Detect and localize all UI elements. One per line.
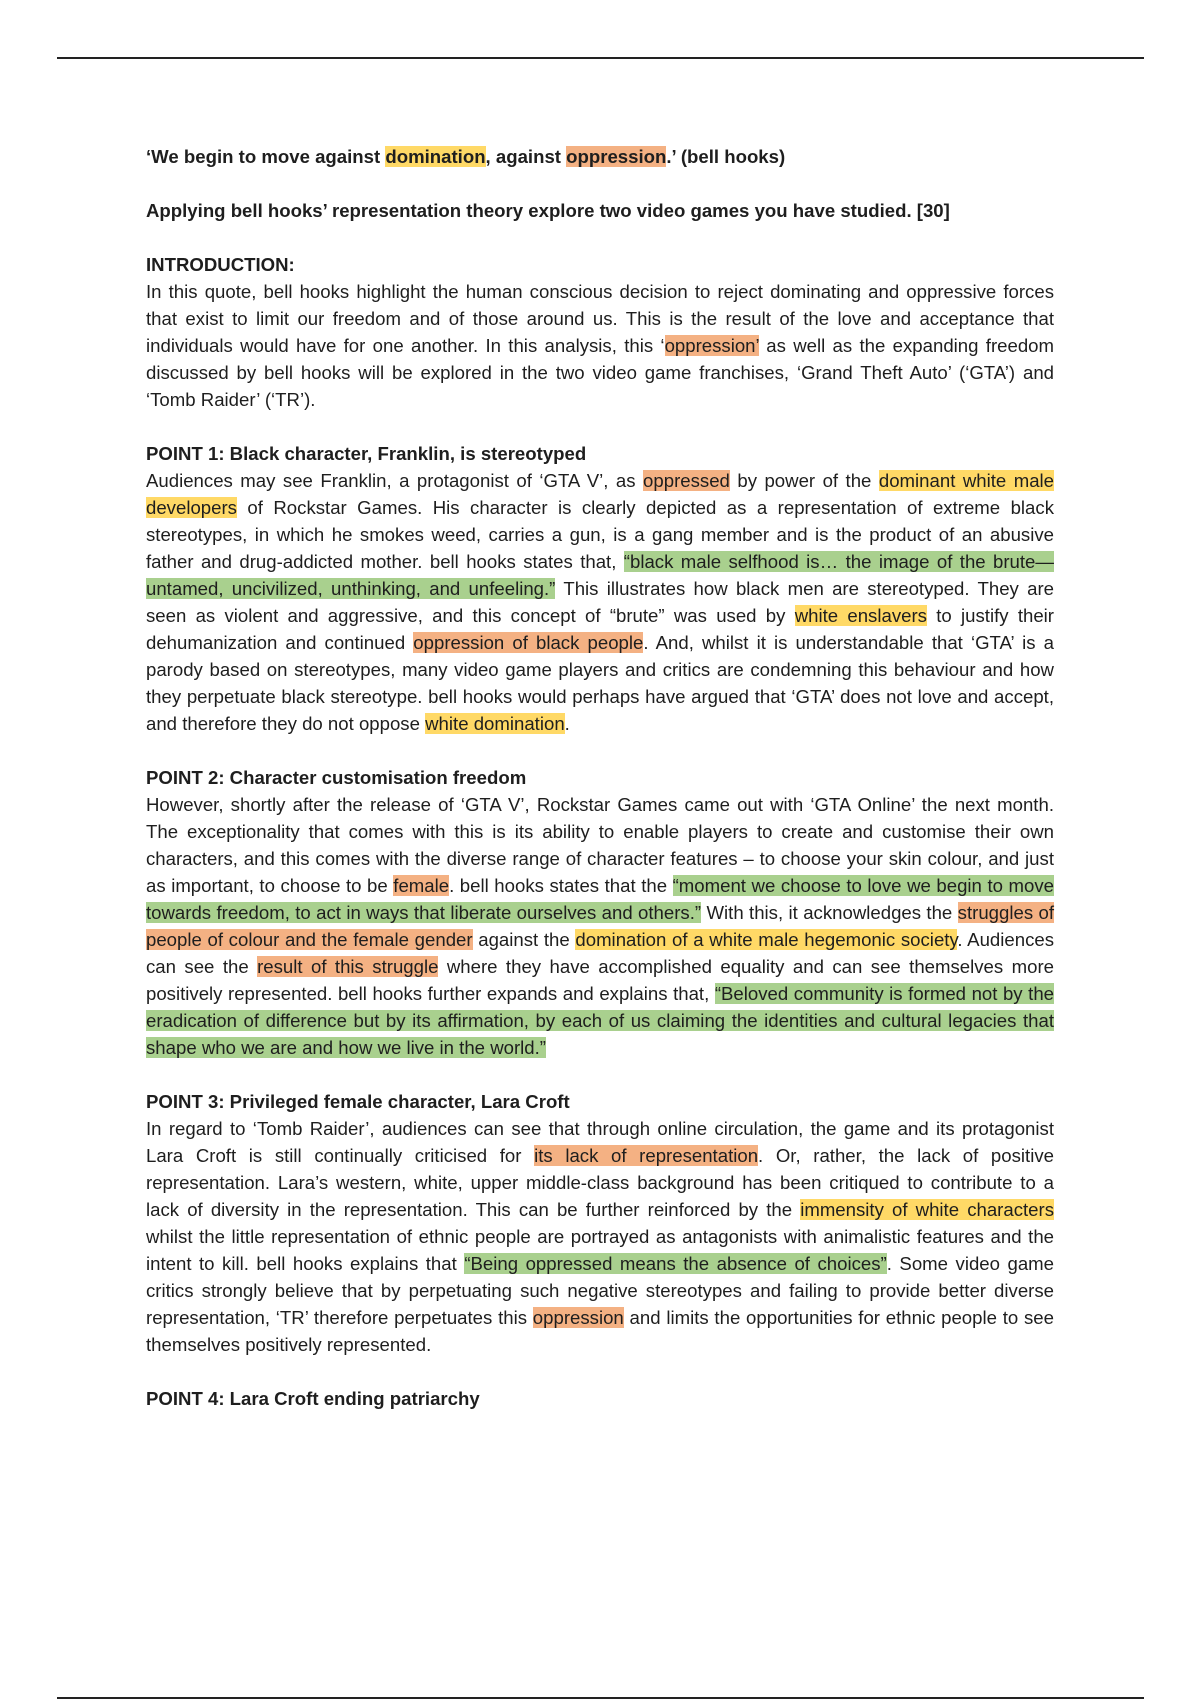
highlight-yellow: dominant white male developers — [146, 470, 1055, 518]
highlight-orange: its lack of representation — [534, 1145, 759, 1166]
body-text: . Audiences can see the — [146, 929, 1055, 977]
point2-heading: POINT 2: Character customisation freedom — [146, 767, 527, 788]
highlight-orange: oppression’ — [664, 335, 759, 356]
point1-heading: POINT 1: Black character, Franklin, is stereotyped — [146, 443, 587, 464]
highlight-orange: result of this struggle — [257, 956, 439, 977]
body-text: to justify their dehumanization and continued — [146, 605, 1054, 653]
body-text: This illustrates how black men are stereotyped. They are seen as violent and aggressive, and this concept of “brute” was used by — [146, 578, 1054, 626]
point4-heading: POINT 4: Lara Croft ending patriarchy — [146, 1388, 480, 1409]
body-text: With this, it acknowledges the — [701, 902, 958, 923]
point3-heading: POINT 3: Privileged female character, Lara Croft — [146, 1091, 570, 1112]
body-text: However, shortly after the release of ‘GTA V’, Rockstar Games came out with ‘GTA Online’ the next month. The exceptionality that comes with this is its ability to enable players to create and customise their own characters, and this comes with the diverse range of character features – to choose your skin colour, and just as important, to choose to be — [146, 794, 1054, 896]
highlight-orange: female — [393, 875, 450, 896]
body-text: by power of the — [729, 470, 879, 491]
highlight-orange: oppression of black people — [413, 632, 644, 653]
body-text: . Or, rather, the lack of positive representation. Lara’s western, white, upper middle-class background has been critiqued to contribute to a lack of diversity in the representation. This can be further reinforced by the — [146, 1145, 1054, 1220]
essay-quote-title — [146, 143, 1054, 170]
point2-paragraph — [146, 791, 1054, 1061]
highlight-yellow: white enslavers — [794, 605, 927, 626]
title-text: ‘We begin to move against — [146, 146, 386, 167]
highlight-yellow: domination of a white male hegemonic society — [575, 929, 958, 950]
highlight-orange: oppression — [566, 146, 667, 167]
highlight-green-quote: “Being oppressed means the absence of choices” — [464, 1253, 887, 1274]
body-text: In regard to ‘Tomb Raider’, audiences can see that through online circulation, the game and its protagonist Lara Croft is still continually criticised for — [146, 1118, 1054, 1166]
document-page — [146, 143, 1054, 1412]
highlight-orange: struggles of people of colour and the female gender — [146, 902, 1055, 950]
body-text: Audiences may see Franklin, a protagonist of ‘GTA V’, as — [146, 470, 644, 491]
highlight-orange: oppression — [532, 1307, 624, 1328]
title-text: .’ (bell hooks) — [666, 146, 786, 167]
body-text: against the — [472, 929, 576, 950]
point3-paragraph — [146, 1115, 1054, 1358]
highlight-yellow: immensity of white characters — [800, 1199, 1054, 1220]
header-rule — [57, 57, 1144, 59]
body-text: and limits the opportunities for ethnic people to see themselves positively represented. — [146, 1307, 1054, 1355]
footer-rule — [57, 1697, 1144, 1699]
highlight-orange: oppressed — [643, 470, 730, 491]
highlight-green-quote: “moment we choose to love we begin to move towards freedom, to act in ways that liberate ourselves and others.” — [146, 875, 1054, 923]
body-text: where they have accomplished equality and can see themselves more positively represented. bell hooks further expands and explains that, — [146, 956, 1054, 1004]
body-text: . And, whilst it is understandable that ‘GTA’ is a parody based on stereotypes, many video game players and critics are condemning this behaviour and how they perpetuate black stereotype. bell hooks would perhaps have argued that ‘GTA’ does not love and accept, and therefore they do not oppose — [146, 632, 1054, 734]
title-text: , against — [485, 146, 567, 167]
highlight-yellow: domination — [385, 146, 486, 167]
intro-heading: INTRODUCTION: — [146, 254, 295, 275]
body-text: of Rockstar Games. His character is clearly depicted as a representation of extreme black stereotypes, in which he smokes weed, carries a gun, is a gang member and is the product of an abusive father and drug-addicted mother. bell hooks states that, — [146, 497, 1054, 572]
body-text: as well as the expanding freedom discussed by bell hooks will be explored in the two video game franchises, ‘Grand Theft Auto’ (‘GTA’) and ‘Tomb Raider’ (‘TR’). — [146, 335, 1054, 410]
body-text: . bell hooks states that the — [449, 875, 673, 896]
highlight-green-quote: “Beloved community is formed not by the eradication of difference but by its affirmation, by each of us claiming the identities and cultural legacies that shape who we are and how we live in the world.” — [146, 983, 1054, 1058]
point1-paragraph — [146, 467, 1054, 737]
body-text: In this quote, bell hooks highlight the human conscious decision to reject dominating and oppressive forces that exist to limit our freedom and of those around us. This is the result of the love and acceptance that individuals would have for one another. In this analysis, this ‘ — [146, 281, 1054, 356]
body-text: . Some video game critics strongly believe that by perpetuating such negative stereotypes and failing to provide better diverse representation, ‘TR’ therefore perpetuates this — [146, 1253, 1055, 1328]
highlight-green-quote: “black male selfhood is… the image of the brute—untamed, uncivilized, unthinking, and unfeeling.” — [146, 551, 1054, 599]
essay-question: Applying bell hooks’ representation theory explore two video games you have studied. [30] — [146, 200, 950, 221]
intro-paragraph — [146, 278, 1054, 413]
body-text: . — [564, 713, 570, 734]
body-text: whilst the little representation of ethnic people are portrayed as antagonists with animalistic features and the intent to kill. bell hooks explains that — [146, 1226, 1054, 1274]
highlight-yellow: white domination — [425, 713, 565, 734]
